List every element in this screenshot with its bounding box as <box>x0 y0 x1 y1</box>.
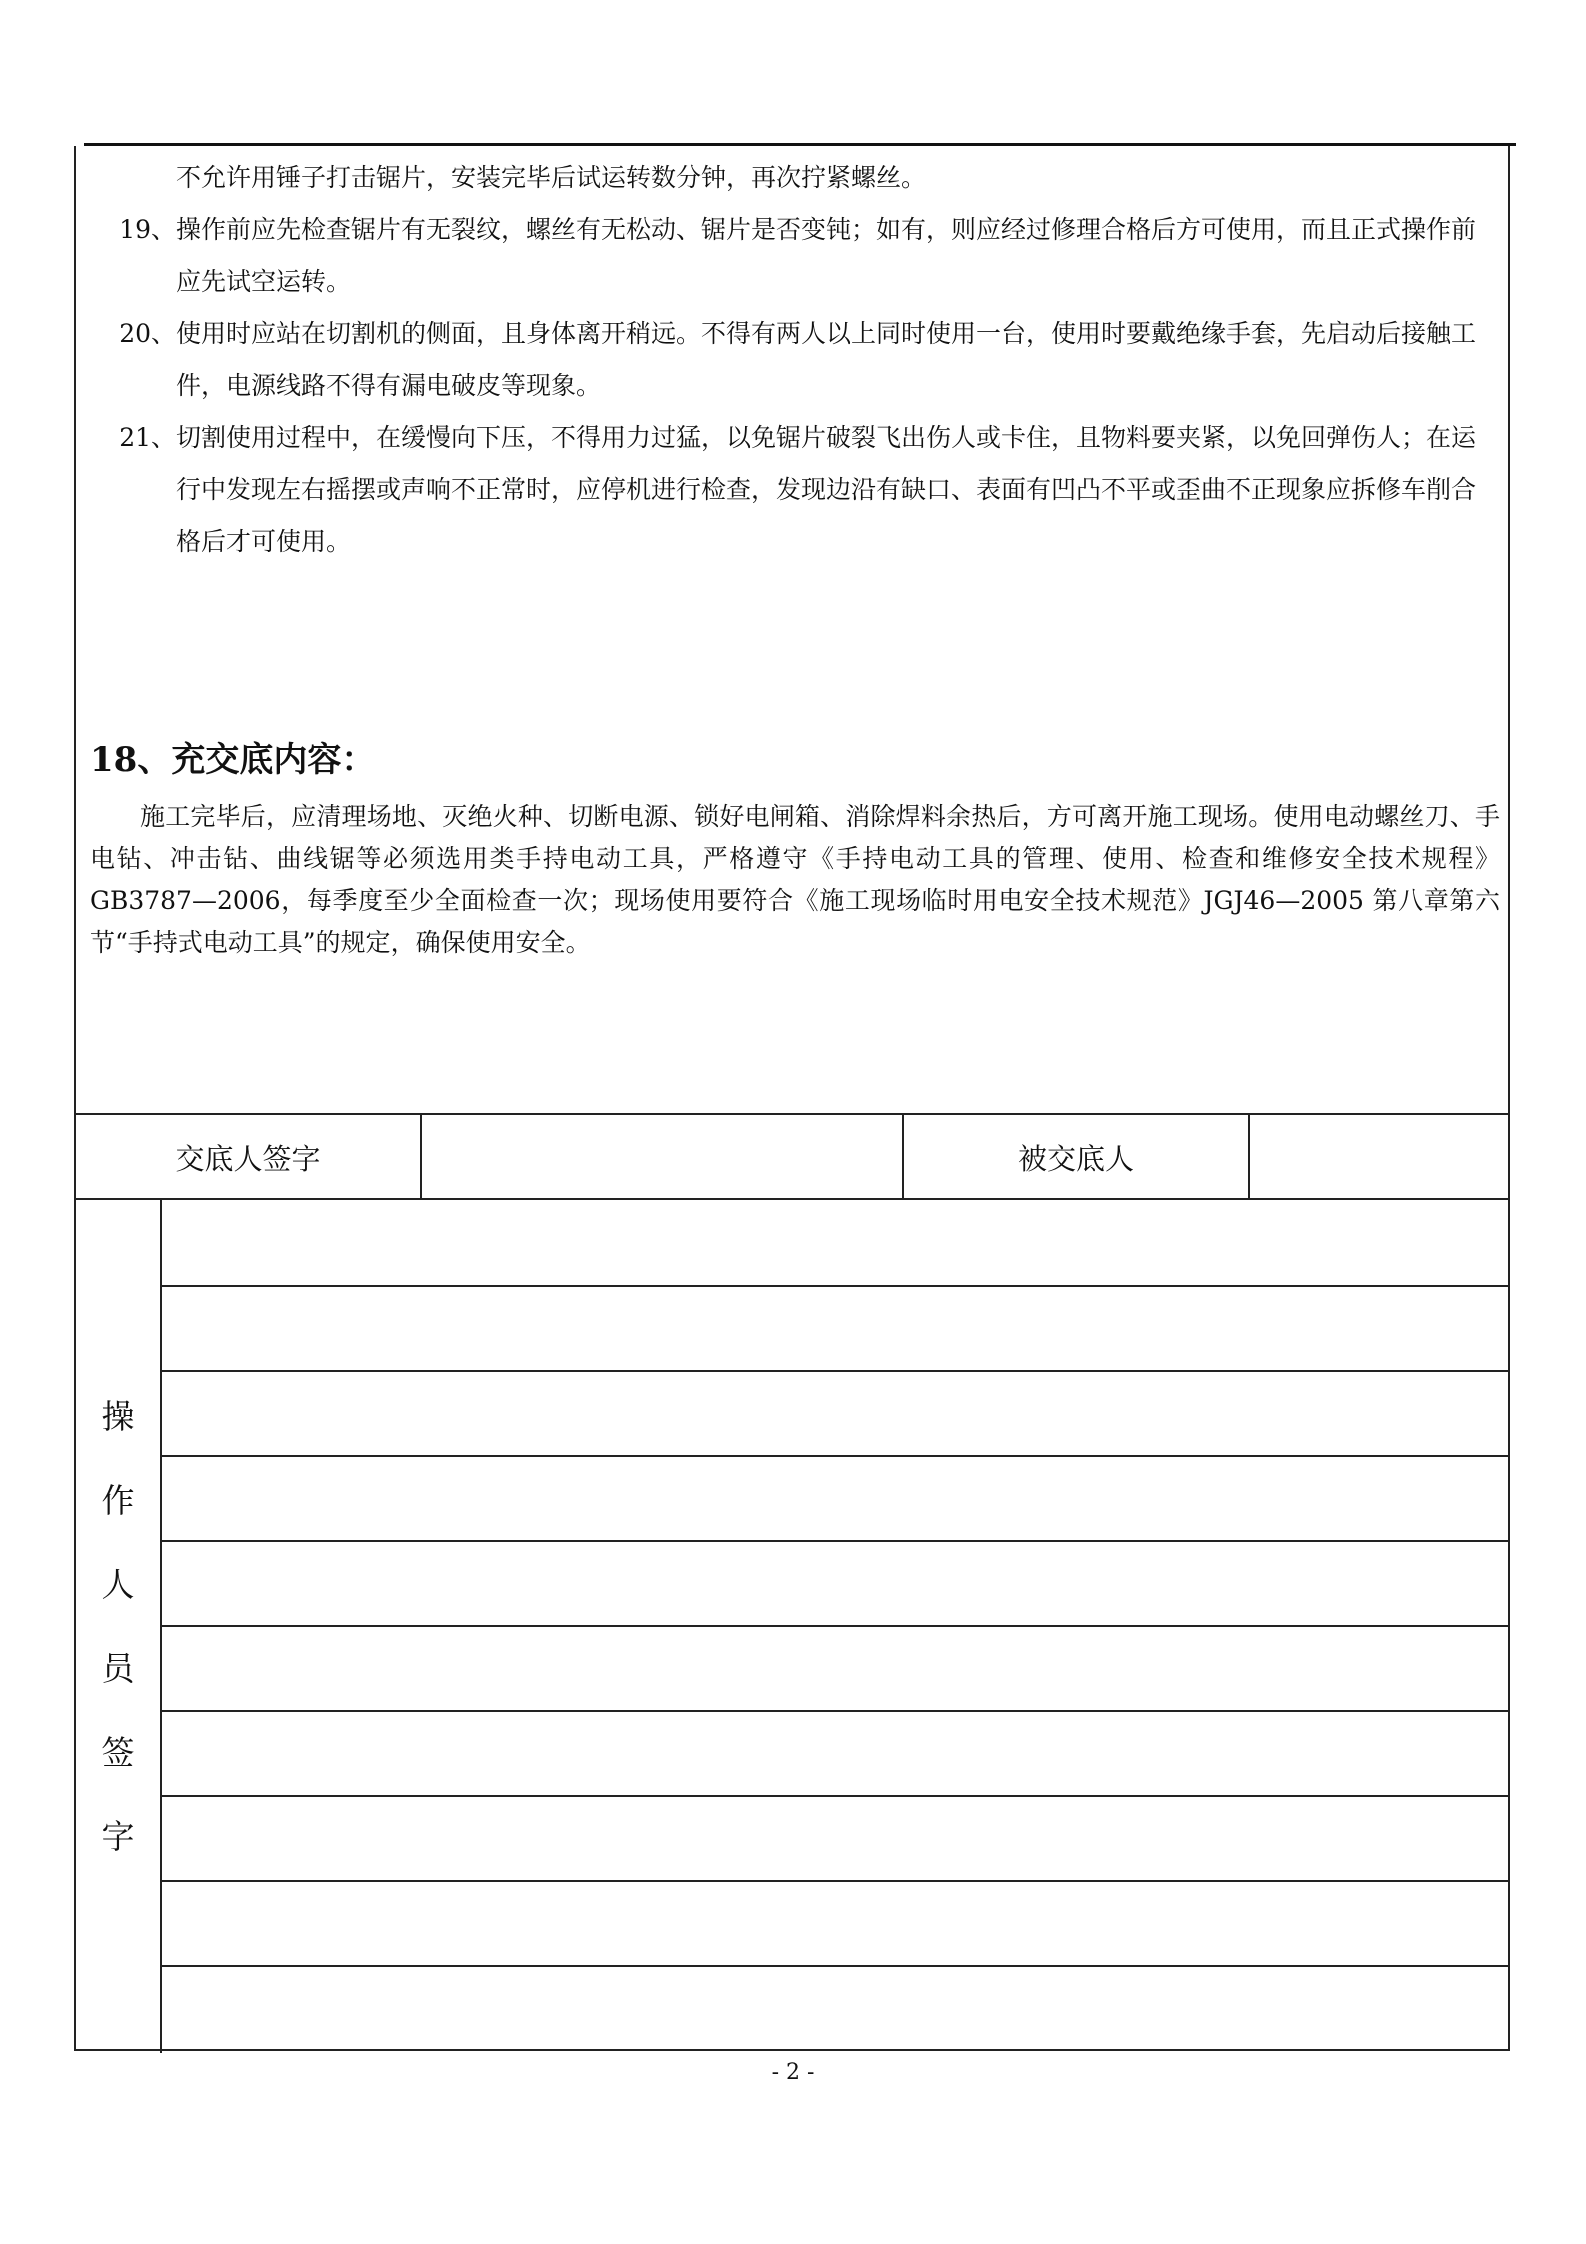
signature-line[interactable] <box>162 1710 1508 1712</box>
list-item <box>76 308 1476 412</box>
section-body: 施工完毕后，应清理场地、灭绝火种、切断电源、锁好电闸箱、消除焊料余热后，方可离开施工现场。使用电动螺丝刀、手电钻、冲击钻、曲线锯等必须选用类手持电动工具，严格遵守《手持电动工具的管理、使用、检查和维修安全技术规程》GB3787—2006，每季度至少全面检查一次；现场使用要符合《施工现场临时用电安全技术规范》JGJ46—2005 第八章第六节“手持式电动工具”的规定，确保使用安全。 <box>90 802 1500 957</box>
discloser-signature-field[interactable] <box>422 1115 902 1200</box>
operators-label-char: 作 <box>101 1480 135 1520</box>
operators-label-char: 签 <box>101 1732 135 1772</box>
list-item <box>76 204 1476 308</box>
receiver-label: 被交底人 <box>1017 1142 1134 1176</box>
disclosure-form <box>74 146 1510 2051</box>
discloser-label: 交底人签字 <box>175 1142 321 1176</box>
operators-label-char: 字 <box>101 1816 135 1856</box>
operators-signature-section <box>76 1198 1508 2053</box>
content-area <box>76 146 1508 1113</box>
operators-label-char: 人 <box>101 1564 135 1604</box>
signature-line[interactable] <box>162 1455 1508 1457</box>
item-text: 使用时应站在切割机的侧面，且身体离开稍远。不得有两人以上同时使用一台，使用时要戴绝缘手套，先启动后接触工件，电源线路不得有漏电破皮等现象。 <box>176 319 1477 400</box>
list-item <box>76 412 1476 568</box>
signature-line[interactable] <box>162 1370 1508 1372</box>
signature-line[interactable] <box>162 1880 1508 1882</box>
operators-label-char: 员 <box>101 1648 135 1688</box>
signature-line[interactable] <box>162 1795 1508 1797</box>
signature-line[interactable] <box>162 1625 1508 1627</box>
item-number: 19、 <box>119 215 176 244</box>
item-number: 20、 <box>119 319 176 348</box>
page-number: - 2 - <box>771 2060 815 2085</box>
signature-line[interactable] <box>162 1965 1508 1967</box>
signature-line[interactable] <box>162 1285 1508 1287</box>
receiver-signature-field[interactable] <box>1250 1115 1508 1200</box>
operators-label <box>76 1200 162 2053</box>
continuation-text: 不允许用锤子打击锯片，安装完毕后试运转数分钟，再次拧紧螺丝。 <box>176 163 927 192</box>
item-text: 操作前应先检查锯片有无裂纹，螺丝有无松动、锯片是否变钝；如有，则应经过修理合格后方可使用，而且正式操作前应先试空运转。 <box>176 215 1477 296</box>
item-number: 21、 <box>119 423 176 452</box>
signature-line[interactable] <box>162 1540 1508 1542</box>
item-text: 切割使用过程中，在缓慢向下压，不得用力过猛，以免锯片破裂飞出伤人或卡住，且物料要夹紧，以免回弹伤人；在运行中发现左右摇摆或声响不正常时，应停机进行检查，发现边沿有缺口、表面有凹凸不平或歪曲不正现象应拆修车削合格后才可使用。 <box>176 423 1477 556</box>
signature-row <box>76 1113 1508 1200</box>
operators-label-char: 操 <box>101 1396 135 1436</box>
section-title: 18、充交底内容： <box>90 740 376 780</box>
